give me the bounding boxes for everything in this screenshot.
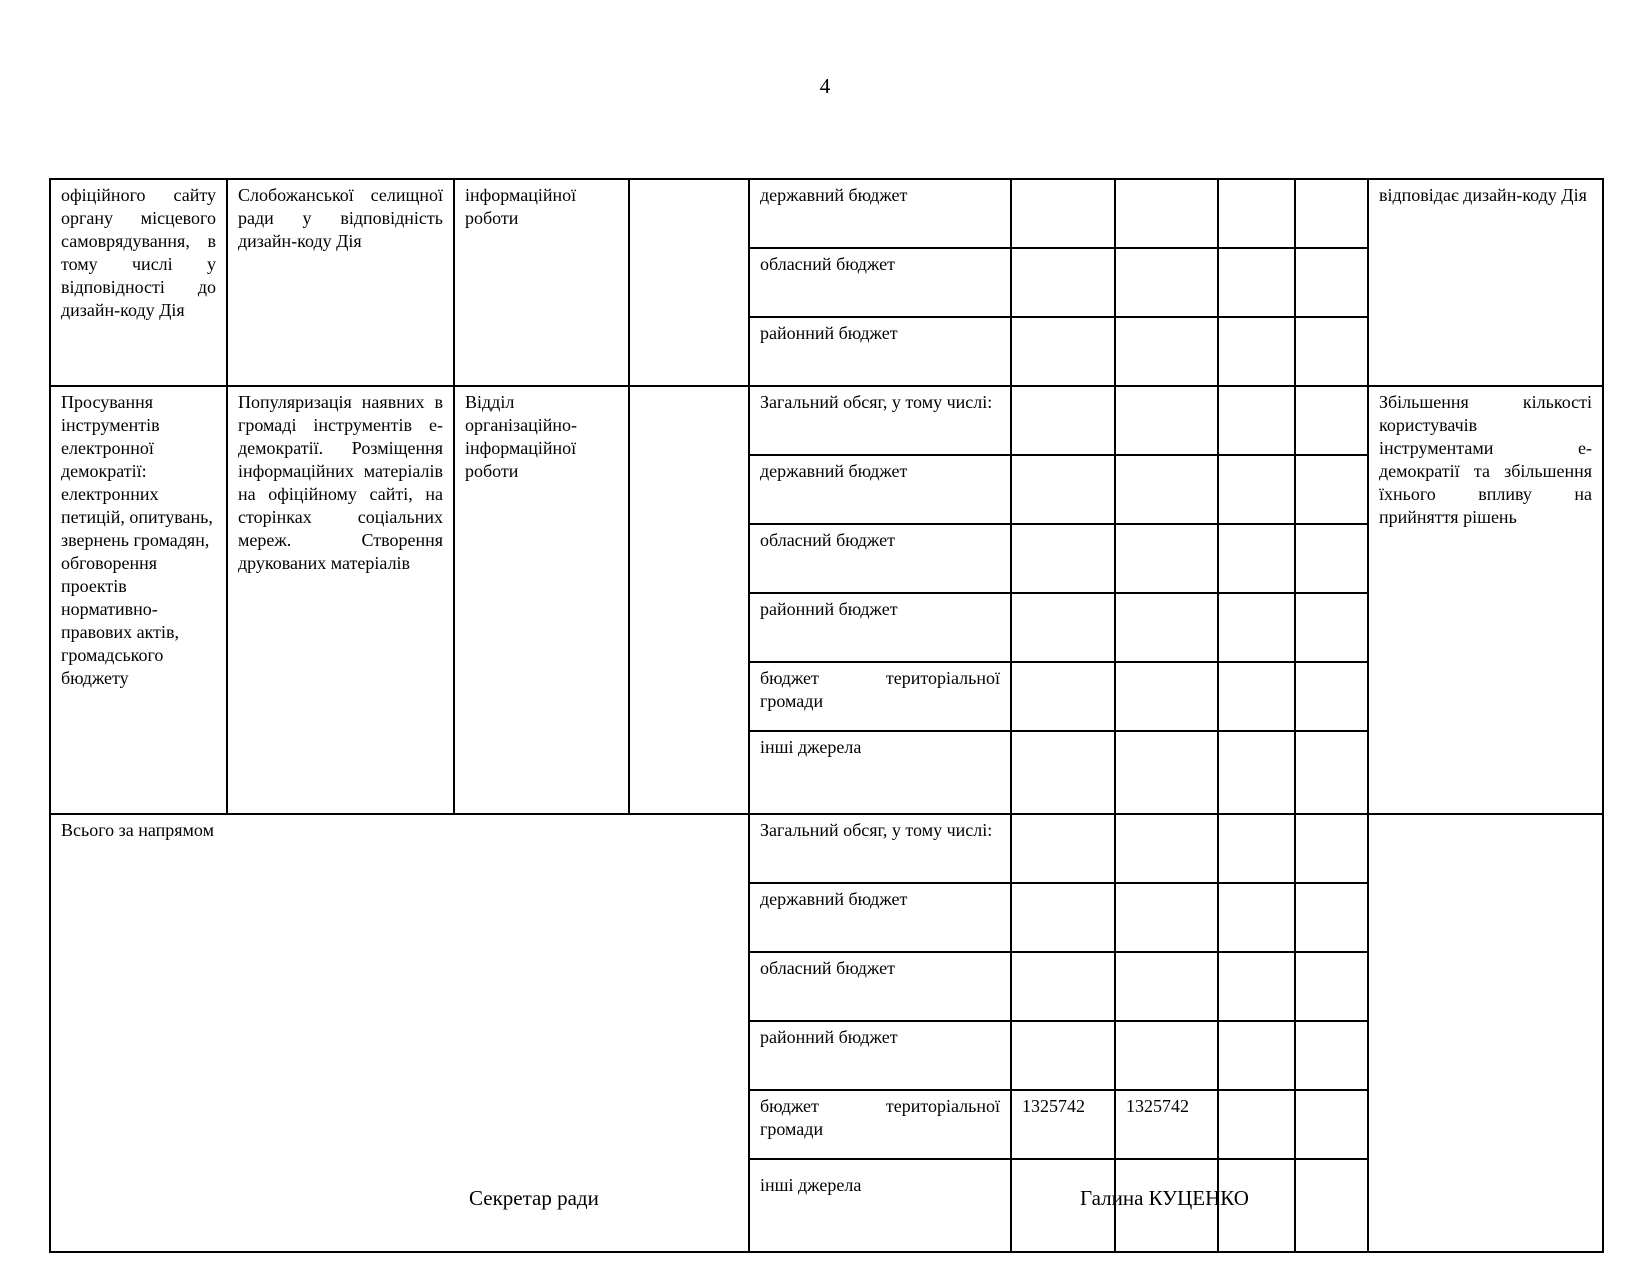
amount-cell [1011, 524, 1115, 593]
amount-cell [1295, 179, 1368, 248]
funding-source: державний бюджет [749, 455, 1011, 524]
amount-cell [1011, 386, 1115, 455]
amount-cell [1011, 1021, 1115, 1090]
amount-cell [1218, 317, 1295, 386]
amount-cell [1295, 593, 1368, 662]
amount-cell [1218, 524, 1295, 593]
funding-source: бюджет територіальної громади [749, 662, 1011, 731]
amount-cell [1115, 1021, 1218, 1090]
amount-cell [1115, 179, 1218, 248]
amount-cell [1011, 662, 1115, 731]
amount-year: 1325742 [1115, 1090, 1218, 1159]
amount-cell [1115, 883, 1218, 952]
signature-name: Галина КУЦЕНКО [1080, 1186, 1249, 1210]
amount-cell [1115, 248, 1218, 317]
amount-cell [1115, 524, 1218, 593]
measure-cell: офіційного сайту органу місцевого самоврядування, в тому числі у відповідності до дизайн-коду Дія [50, 179, 227, 386]
amount-cell [1295, 814, 1368, 883]
page-number: 4 [819, 74, 831, 98]
amount-cell [1295, 248, 1368, 317]
amount-cell [1011, 952, 1115, 1021]
table-row [50, 386, 1603, 455]
content-cell: Слобожанської селищної ради у відповідність дизайн-коду Дія [227, 179, 454, 386]
amount-cell [1115, 455, 1218, 524]
amount-cell [1295, 883, 1368, 952]
funding-source: обласний бюджет [749, 952, 1011, 1021]
amount-cell [1218, 952, 1295, 1021]
amount-cell [1295, 952, 1368, 1021]
amount-cell [1218, 455, 1295, 524]
funding-source: районний бюджет [749, 1021, 1011, 1090]
amount-cell [1011, 814, 1115, 883]
funding-source: обласний бюджет [749, 248, 1011, 317]
amount-cell [1115, 952, 1218, 1021]
amount-cell [1218, 593, 1295, 662]
amount-cell [1295, 1090, 1368, 1159]
amount-cell [1295, 386, 1368, 455]
funding-source: державний бюджет [749, 179, 1011, 248]
amount-cell [1218, 883, 1295, 952]
amount-cell [1218, 1021, 1295, 1090]
funding-source: обласний бюджет [749, 524, 1011, 593]
funding-source: районний бюджет [749, 317, 1011, 386]
term-cell [629, 386, 749, 814]
signature-position: Секретар ради [469, 1186, 599, 1210]
amount-cell [1295, 662, 1368, 731]
content-cell: Популяризація наявних в громаді інструментів е-демократії. Розміщення інформаційних матеріалів на офіційному сайті, на сторінках соціальних мереж. Створення друкованих матеріалів [227, 386, 454, 814]
amount-cell [1218, 814, 1295, 883]
amount-total: 1325742 [1011, 1090, 1115, 1159]
amount-cell [1011, 248, 1115, 317]
amount-cell [1218, 386, 1295, 455]
funding-source: районний бюджет [749, 593, 1011, 662]
funding-source: Загальний обсяг, у тому числі: [749, 386, 1011, 455]
amount-cell [1295, 731, 1368, 814]
executor-cell: інформаційної роботи [454, 179, 629, 386]
amount-cell [1295, 455, 1368, 524]
amount-cell [1218, 662, 1295, 731]
amount-cell [1011, 731, 1115, 814]
amount-cell [1115, 814, 1218, 883]
table-row [50, 179, 1603, 248]
amount-cell [1011, 593, 1115, 662]
amount-cell [1115, 662, 1218, 731]
amount-cell [1295, 317, 1368, 386]
table-row [50, 814, 1603, 883]
amount-cell [1295, 524, 1368, 593]
funding-source: інші джерела [749, 1159, 1011, 1252]
funding-source: бюджет територіальної громади [749, 1090, 1011, 1159]
funding-source: Загальний обсяг, у тому числі: [749, 814, 1011, 883]
result-cell [1368, 814, 1603, 1252]
amount-cell [1011, 317, 1115, 386]
program-table [49, 178, 1604, 1253]
funding-source: державний бюджет [749, 883, 1011, 952]
amount-cell [1115, 386, 1218, 455]
amount-cell [1295, 1021, 1368, 1090]
amount-cell [1218, 731, 1295, 814]
funding-source: інші джерела [749, 731, 1011, 814]
total-label: Всього за напрямом [50, 814, 749, 1252]
amount-cell [1115, 731, 1218, 814]
amount-cell [1011, 883, 1115, 952]
amount-cell [1115, 593, 1218, 662]
result-cell: Збільшення кількості користувачів інструментами е-демократії та збільшення їхнього впливу на прийняття рішень [1368, 386, 1603, 814]
term-cell [629, 179, 749, 386]
executor-cell: Відділ організаційно-інформаційної роботи [454, 386, 629, 814]
amount-cell [1295, 1159, 1368, 1252]
amount-cell [1218, 179, 1295, 248]
amount-cell [1218, 1090, 1295, 1159]
amount-cell [1218, 248, 1295, 317]
measure-cell: Просування інструментів електронної демократії: електронних петицій, опитувань, звернень громадян, обговорення проектів нормативно-правових актів, громадського бюджету [50, 386, 227, 814]
amount-cell [1011, 455, 1115, 524]
result-cell: відповідає дизайн-коду Дія [1368, 179, 1603, 386]
amount-cell [1011, 179, 1115, 248]
amount-cell [1115, 317, 1218, 386]
